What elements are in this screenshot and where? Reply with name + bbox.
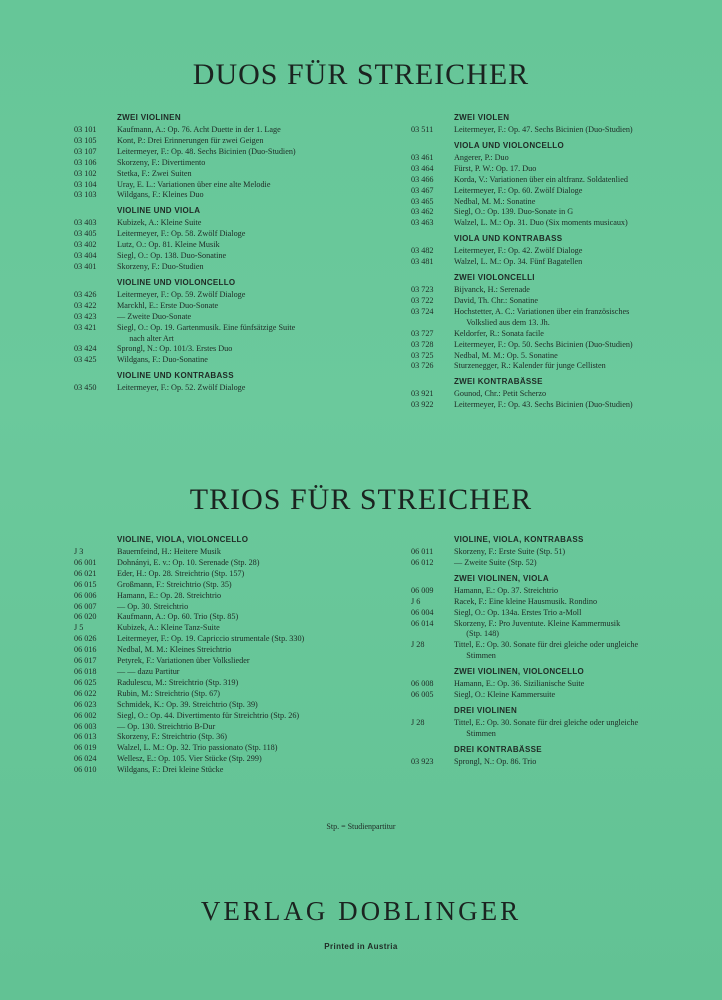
work-title: Hochstetter, A. C.: Variationen über ein französisches Volkslied aus dem 13. Jh. <box>454 306 630 327</box>
catalog-number: 03 404 <box>74 251 97 261</box>
catalog-number: 03 106 <box>74 157 97 167</box>
printed-in: Printed in Austria <box>324 942 398 951</box>
catalog-number: 06 005 <box>411 690 434 700</box>
catalog-number: 06 006 <box>74 590 97 600</box>
work-title: Sprongl, N.: Op. 86. Trio <box>454 756 537 766</box>
work-title: — Op. 130. Streichtrio B-Dur <box>117 721 216 731</box>
catalog-number: 03 105 <box>74 135 97 145</box>
catalog-entry <box>411 389 701 400</box>
work-title: Leitermeyer, F.: Op. 52. Zwölf Dialoge <box>117 383 246 393</box>
catalog-entry <box>74 667 374 678</box>
catalog-number: 03 422 <box>74 300 97 310</box>
work-title: — Zweite Duo-Sonate <box>117 311 192 321</box>
catalog-entry <box>411 400 701 411</box>
work-title: Leitermeyer, F.: Op. 60. Zwölf Dialoge <box>454 185 583 195</box>
catalog-number: 03 465 <box>411 196 434 206</box>
work-title: Siegl, O.: Op. 139. Duo-Sonate in G <box>454 207 574 217</box>
catalog-entry <box>74 711 374 722</box>
work-title: Hamann, E.: Op. 28. Streichtrio <box>117 590 222 600</box>
work-title: Kubizek, A.: Kleine Tanz-Suite <box>117 623 220 633</box>
work-title: Kont, P.: Drei Erinnerungen für zwei Geigen <box>117 135 264 145</box>
catalog-entry <box>74 558 374 569</box>
work-title: Sprongl, N.: Op. 101/3. Erstes Duo <box>117 344 233 354</box>
catalog-entry <box>74 645 374 656</box>
catalog-entry <box>411 329 701 340</box>
catalog-entry <box>74 765 374 776</box>
catalog-number: 03 481 <box>411 257 434 267</box>
work-title: Uray, E. L.: Variationen über eine alte Melodie <box>117 179 271 189</box>
work-title: Rubin, M.: Streichtrio (Stp. 67) <box>117 688 221 698</box>
catalog-number: J 28 <box>411 717 425 727</box>
catalog-number: 06 003 <box>74 721 97 731</box>
catalog-entry <box>411 164 701 175</box>
work-title: Leitermeyer, F.: Op. 19. Capriccio strumentale (Stp. 330) <box>117 634 305 644</box>
catalog-number: 03 450 <box>74 383 97 393</box>
section-heading: ZWEI VIOLONCELLI <box>454 273 535 283</box>
work-title: Stetka, F.: Zwei Suiten <box>117 168 192 178</box>
catalog-entry <box>411 640 701 662</box>
work-title: Marckhl, E.: Erste Duo-Sonate <box>117 300 219 310</box>
work-title: Hamann, E.: Op. 36. Sizilianische Suite <box>454 679 585 689</box>
catalog-entry <box>74 229 374 240</box>
catalog-number: 03 424 <box>74 344 97 354</box>
catalog-number: 06 014 <box>411 618 434 628</box>
catalog-entry <box>411 619 701 641</box>
catalog-number: J 5 <box>74 623 84 633</box>
work-title: Skorzeny, F.: Streichtrio (Stp. 36) <box>117 732 228 742</box>
catalog-entry <box>74 678 374 689</box>
work-title: Radulescu, M.: Streichtrio (Stp. 319) <box>117 677 239 687</box>
work-title: Leitermeyer, F.: Op. 59. Zwölf Dialoge <box>117 289 246 299</box>
catalog-entry <box>74 323 374 345</box>
catalog-entry <box>74 301 374 312</box>
catalog-number: 06 026 <box>74 634 97 644</box>
catalog-number: 06 017 <box>74 656 97 666</box>
section-heading: VIOLINE UND KONTRABASS <box>117 371 234 381</box>
section-heading: VIOLINE UND VIOLONCELLO <box>117 277 236 287</box>
catalog-entry <box>411 207 701 218</box>
work-title: Schmidek, K.: Op. 39. Streichtrio (Stp. 39) <box>117 699 258 709</box>
trios-left-column <box>74 533 374 776</box>
catalog-entry <box>411 246 701 257</box>
catalog-entry <box>74 612 374 623</box>
catalog-entry <box>74 754 374 765</box>
catalog-entry <box>411 197 701 208</box>
catalog-number: 03 425 <box>74 355 97 365</box>
catalog-entry <box>74 290 374 301</box>
catalog-number: 03 102 <box>74 168 97 178</box>
catalog-number: 06 009 <box>411 585 434 595</box>
work-title: Leitermeyer, F.: Op. 50. Sechs Bicinien (Duo-Studien) <box>454 339 633 349</box>
catalog-entry <box>74 158 374 169</box>
catalog-number: 03 103 <box>74 190 97 200</box>
section-heading: VIOLA UND KONTRABASS <box>454 234 563 244</box>
catalog-number: 03 466 <box>411 174 434 184</box>
work-title: Tittel, E.: Op. 30. Sonate für drei gleiche oder ungleiche Stimmen <box>454 640 639 661</box>
catalog-entry <box>411 608 701 619</box>
catalog-number: 03 482 <box>411 246 434 256</box>
work-title: Wildgans, F.: Kleines Duo <box>117 190 204 200</box>
catalog-number: 06 013 <box>74 732 97 742</box>
catalog-entry <box>74 743 374 754</box>
catalog-number: J 28 <box>411 640 425 650</box>
catalog-entry <box>74 344 374 355</box>
catalog-number: 06 020 <box>74 612 97 622</box>
work-title: Nedbal, M. M.: Sonatine <box>454 196 536 206</box>
work-title: David, Th. Chr.: Sonatine <box>454 295 538 305</box>
work-title: Kaufmann, A.: Op. 60. Trio (Stp. 85) <box>117 612 239 622</box>
catalog-number: 03 104 <box>74 179 97 189</box>
catalog-number: 03 726 <box>411 361 434 371</box>
catalog-number: 03 723 <box>411 285 434 295</box>
work-title: Leitermeyer, F.: Op. 48. Sechs Bicinien (Duo-Studien) <box>117 146 296 156</box>
catalog-number: 06 010 <box>74 765 97 775</box>
catalog-entry <box>74 383 374 394</box>
footnote: Stp. = Studienpartitur <box>326 822 396 831</box>
publisher-name: VERLAG DOBLINGER <box>200 896 522 926</box>
catalog-entry <box>411 218 701 229</box>
catalog-number: J 3 <box>74 547 84 556</box>
section-heading: VIOLINE UND VIOLA <box>117 206 201 216</box>
catalog-number: 03 403 <box>74 218 97 228</box>
section-heading: ZWEI KONTRABÄSSE <box>454 377 543 387</box>
trios-right-column <box>411 533 701 768</box>
catalog-entry <box>74 125 374 136</box>
work-title: — — dazu Partitur <box>117 666 180 676</box>
catalog-entry <box>74 656 374 667</box>
work-title: Siegl, O.: Op. 44. Divertimento für Streichtrio (Stp. 26) <box>117 710 300 720</box>
catalog-entry <box>74 602 374 613</box>
catalog-entry <box>74 218 374 229</box>
catalog-entry <box>411 186 701 197</box>
work-title: Kubizek, A.: Kleine Suite <box>117 218 202 228</box>
catalog-number: 03 463 <box>411 218 434 228</box>
catalog-number: 06 024 <box>74 754 97 764</box>
catalog-entry <box>411 757 701 768</box>
catalog-number: 06 011 <box>411 547 434 556</box>
duos-left-column <box>74 111 374 394</box>
work-title: Eder, H.: Op. 28. Streichtrio (Stp. 157) <box>117 568 245 578</box>
catalog-number: 06 008 <box>411 679 434 689</box>
catalog-entry <box>411 679 701 690</box>
work-title: — Op. 30. Streichtrio <box>117 601 189 611</box>
work-title: Wildgans, F.: Drei kleine Stücke <box>117 765 224 775</box>
catalog-number: 03 467 <box>411 185 434 195</box>
work-title: Walzel, L. M.: Op. 34. Fünf Bagatellen <box>454 257 583 267</box>
catalog-entry <box>74 262 374 273</box>
work-title: Skorzeny, F.: Pro Juventute. Kleine Kammermusik (Stp. 148) <box>454 618 621 639</box>
catalog-entry <box>74 580 374 591</box>
catalog-entry <box>411 175 701 186</box>
trios-title: TRIOS FÜR STREICHER <box>189 483 533 516</box>
catalog-number: 03 921 <box>411 389 434 399</box>
work-title: Kaufmann, A.: Op. 76. Acht Duette in der 1. Lage <box>117 125 281 134</box>
catalog-number: 03 421 <box>74 322 97 332</box>
catalog-entry <box>411 597 701 608</box>
catalog-entry <box>74 240 374 251</box>
catalog-entry <box>74 623 374 634</box>
catalog-entry <box>74 190 374 201</box>
catalog-number: J 6 <box>411 596 421 606</box>
work-title: Keldorfer, R.: Sonata facile <box>454 328 544 338</box>
catalog-entry <box>411 125 701 136</box>
catalog-entry <box>411 718 701 740</box>
catalog-entry <box>411 586 701 597</box>
work-title: Gounod, Chr.: Petit Scherzo <box>454 389 547 399</box>
work-title: Siegl, O.: Op. 134a. Erstes Trio a-Moll <box>454 607 582 617</box>
catalog-number: 03 511 <box>411 125 434 134</box>
catalog-number: 03 402 <box>74 240 97 250</box>
catalog-entry <box>411 351 701 362</box>
catalog-entry <box>74 147 374 158</box>
work-title: Sturzenegger, R.: Kalender für junge Cellisten <box>454 361 606 371</box>
catalog-number: 03 461 <box>411 152 434 162</box>
work-title: Hamann, E.: Op. 37. Streichtrio <box>454 585 559 595</box>
work-title: Siegl, O.: Op. 19. Gartenmusik. Eine fünfsätzige Suite nach alter Art <box>117 322 296 343</box>
catalog-number: 06 023 <box>74 699 97 709</box>
catalog-entry <box>411 307 701 329</box>
section-heading: ZWEI VIOLINEN, VIOLA <box>454 573 549 583</box>
catalog-number: 06 016 <box>74 645 97 655</box>
catalog-number: 03 405 <box>74 229 97 239</box>
work-title: Bauernfeind, H.: Heitere Musik <box>117 547 221 556</box>
catalog-entry <box>74 722 374 733</box>
catalog-number: 06 021 <box>74 568 97 578</box>
catalog-number: 03 727 <box>411 328 434 338</box>
catalog-number: 03 724 <box>411 306 434 316</box>
work-title: Dohnányi, E. v.: Op. 10. Serenade (Stp. 28) <box>117 557 260 567</box>
catalog-entry <box>74 634 374 645</box>
work-title: Leitermeyer, F.: Op. 58. Zwölf Dialoge <box>117 229 246 239</box>
catalog-entry <box>411 285 701 296</box>
work-title: Petyrek, F.: Variationen über Volkslieder <box>117 656 250 666</box>
catalog-entry <box>74 355 374 366</box>
work-title: Tittel, E.: Op. 30. Sonate für drei gleiche oder ungleiche Stimmen <box>454 717 639 738</box>
catalog-number: 03 728 <box>411 339 434 349</box>
catalog-number: 03 923 <box>411 756 434 766</box>
catalog-entry <box>411 558 701 569</box>
work-title: — Zweite Suite (Stp. 52) <box>454 557 537 567</box>
work-title: Siegl, O.: Op. 138. Duo-Sonatine <box>117 251 227 261</box>
work-title: Lutz, O.: Op. 81. Kleine Musik <box>117 240 220 250</box>
work-title: Großmann, F.: Streichtrio (Stp. 35) <box>117 579 232 589</box>
catalog-number: 03 725 <box>411 350 434 360</box>
work-title: Fürst, P. W.: Op. 17. Duo <box>454 163 537 173</box>
catalog-number: 06 015 <box>74 579 97 589</box>
catalog-entry <box>74 169 374 180</box>
catalog-entry <box>74 732 374 743</box>
catalog-entry <box>74 700 374 711</box>
section-heading: DREI VIOLINEN <box>454 705 518 715</box>
section-heading: DREI KONTRABÄSSE <box>454 744 542 754</box>
work-title: Siegl, O.: Kleine Kammersuite <box>454 690 556 700</box>
catalog-number: 03 426 <box>74 289 97 299</box>
catalog-entry <box>74 251 374 262</box>
work-title: Nedbal, M. M.: Op. 5. Sonatine <box>454 350 558 360</box>
duos-title: DUOS FÜR STREICHER <box>192 58 530 91</box>
catalog-entry <box>74 591 374 602</box>
work-title: Wellesz, E.: Op. 105. Vier Stücke (Stp. 299) <box>117 754 262 764</box>
catalog-entry <box>74 312 374 323</box>
catalog-number: 06 025 <box>74 677 97 687</box>
work-title: Skorzeny, F.: Divertimento <box>117 157 206 167</box>
catalog-entry <box>411 340 701 351</box>
work-title: Skorzeny, F.: Duo-Studien <box>117 261 204 271</box>
catalog-entry <box>74 136 374 147</box>
catalog-entry <box>74 569 374 580</box>
section-heading: VIOLINE, VIOLA, KONTRABASS <box>454 535 584 544</box>
catalog-number: 06 012 <box>411 557 434 567</box>
work-title: Angerer, P.: Duo <box>454 152 509 162</box>
work-title: Bijvanck, H.: Serenade <box>454 285 530 295</box>
catalog-number: 03 722 <box>411 295 434 305</box>
work-title: Leitermeyer, F.: Op. 43. Sechs Bicinien (Duo-Studien) <box>454 400 633 410</box>
work-title: Skorzeny, F.: Erste Suite (Stp. 51) <box>454 547 566 556</box>
duos-right-column <box>411 111 701 411</box>
catalog-number: 03 423 <box>74 311 97 321</box>
catalog-entry <box>411 547 701 558</box>
catalog-entry <box>74 547 374 558</box>
catalog-entry <box>74 180 374 191</box>
catalog-number: 06 019 <box>74 743 97 753</box>
work-title: Leitermeyer, F.: Op. 47. Sechs Bicinien (Duo-Studien) <box>454 125 633 134</box>
catalog-number: 06 004 <box>411 607 434 617</box>
catalog-number: 06 022 <box>74 688 97 698</box>
section-heading: ZWEI VIOLEN <box>454 113 510 122</box>
catalog-number: 03 401 <box>74 261 97 271</box>
section-heading: VIOLINE, VIOLA, VIOLONCELLO <box>117 535 249 544</box>
catalog-entry <box>411 257 701 268</box>
section-heading: ZWEI VIOLINEN <box>117 113 181 122</box>
catalog-number: 03 101 <box>74 125 97 134</box>
work-title: Walzel, L. M.: Op. 32. Trio passionato (Stp. 118) <box>117 743 278 753</box>
catalog-number: 06 002 <box>74 710 97 720</box>
catalog-number: 03 464 <box>411 163 434 173</box>
section-heading: VIOLA UND VIOLONCELLO <box>454 140 565 150</box>
catalog-entry <box>411 296 701 307</box>
work-title: Walzel, L. M.: Op. 31. Duo (Six moments musicaux) <box>454 218 628 228</box>
catalog-number: 06 007 <box>74 601 97 611</box>
catalog-number: 06 018 <box>74 666 97 676</box>
catalog-number: 06 001 <box>74 557 97 567</box>
catalog-number: 03 922 <box>411 400 434 410</box>
work-title: Wildgans, F.: Duo-Sonatine <box>117 355 208 365</box>
catalog-entry <box>411 690 701 701</box>
catalog-number: 03 107 <box>74 146 97 156</box>
work-title: Racek, F.: Eine kleine Hausmusik. Rondino <box>454 596 598 606</box>
work-title: Korda, V.: Variationen über ein altfranz. Soldatenlied <box>454 174 628 184</box>
catalog-entry <box>411 361 701 372</box>
section-heading: ZWEI VIOLINEN, VIOLONCELLO <box>454 667 585 677</box>
work-title: Leitermeyer, F.: Op. 42. Zwölf Dialoge <box>454 246 583 256</box>
catalog-number: 03 462 <box>411 207 434 217</box>
catalog-entry <box>74 689 374 700</box>
catalog-entry <box>411 153 701 164</box>
work-title: Nedbal, M. M.: Kleines Streichtrio <box>117 645 232 655</box>
